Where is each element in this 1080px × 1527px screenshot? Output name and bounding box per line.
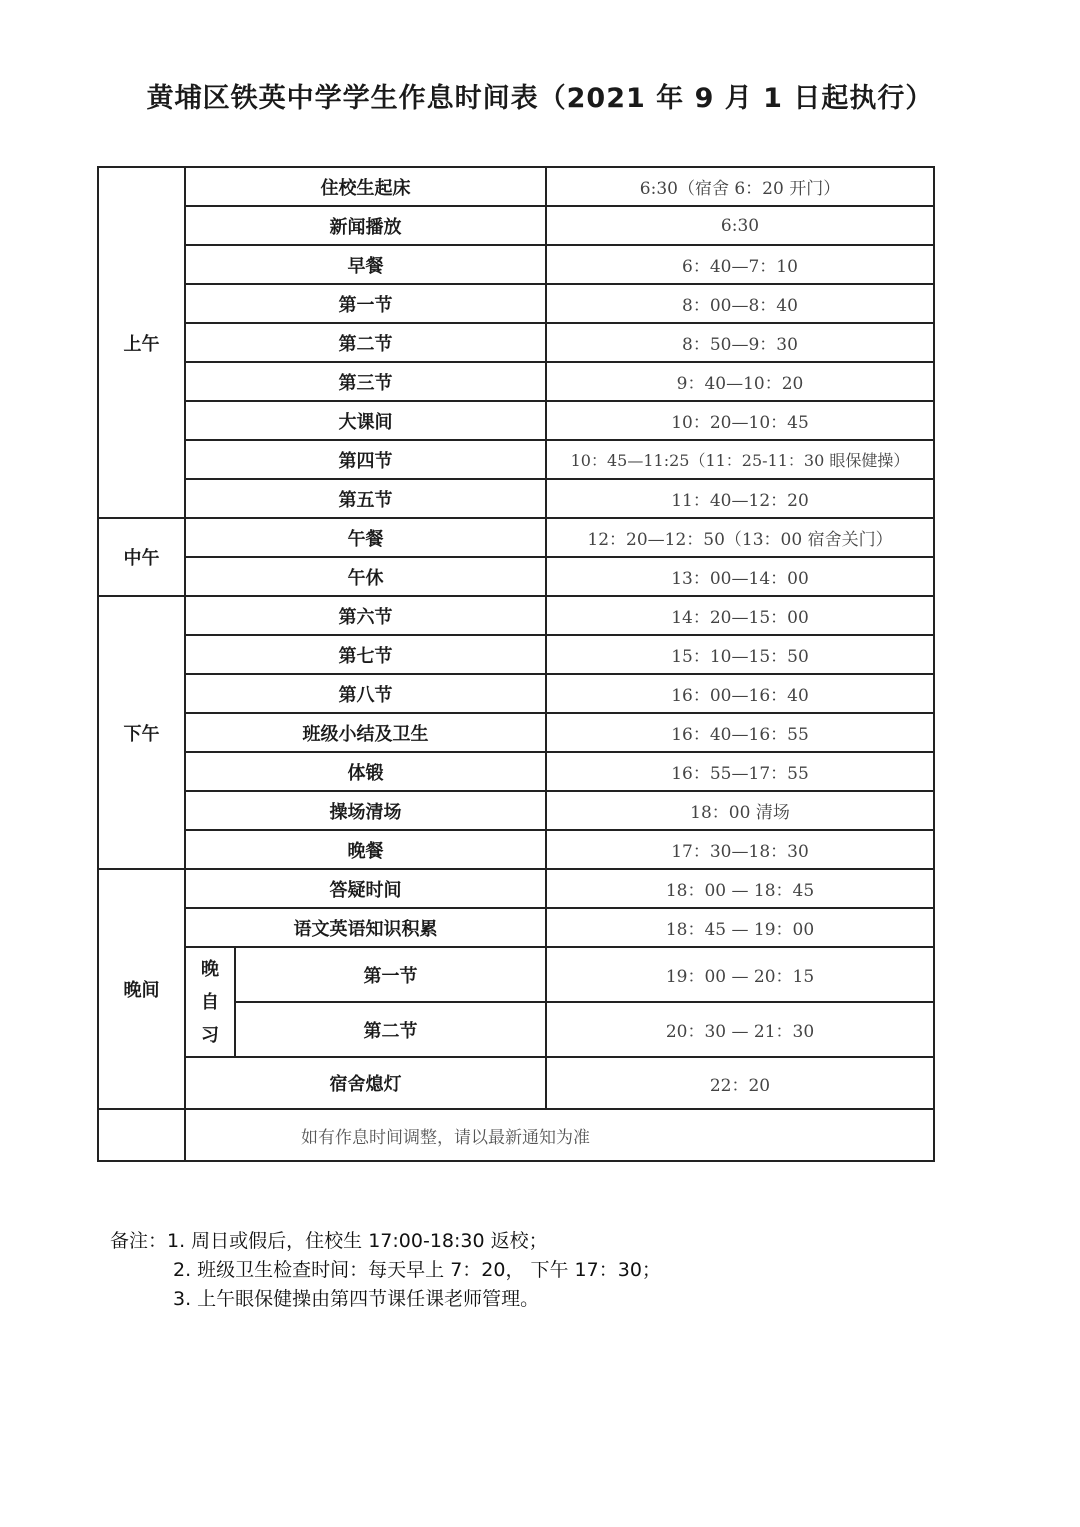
item-cell: 第一节 <box>185 284 546 323</box>
item-cell: 第二节 <box>235 1002 546 1057</box>
period-morning: 上午 <box>98 167 185 518</box>
period-evening: 晚间 <box>98 869 185 1109</box>
time-cell: 6:30 <box>546 206 934 245</box>
time-cell: 19：00 — 20：15 <box>546 947 934 1002</box>
item-cell: 第二节 <box>185 323 546 362</box>
table-row <box>98 791 934 830</box>
item-cell: 宿舍熄灯 <box>185 1057 546 1109</box>
table-row <box>98 596 934 635</box>
item-cell: 第四节 <box>185 440 546 479</box>
item-cell: 第六节 <box>185 596 546 635</box>
table-row <box>98 1057 934 1109</box>
table-row <box>98 752 934 791</box>
time-cell: 10：20—10：45 <box>546 401 934 440</box>
item-cell: 操场清场 <box>185 791 546 830</box>
table-row <box>98 362 934 401</box>
note-item: 1. 周日或假后，住校生 17:00-18:30 返校； <box>167 1230 548 1252</box>
note-line: 3. 上午眼保健操由第四节课任课老师管理。 <box>173 1288 540 1310</box>
table-row <box>98 830 934 869</box>
time-cell: 15：10—15：50 <box>546 635 934 674</box>
time-cell: 14：20—15：00 <box>546 596 934 635</box>
item-cell: 新闻播放 <box>185 206 546 245</box>
time-cell: 8：00—8：40 <box>546 284 934 323</box>
item-cell: 早餐 <box>185 245 546 284</box>
table-row <box>98 479 934 518</box>
item-cell: 第七节 <box>185 635 546 674</box>
time-cell: 12：20—12：50（13：00 宿舍关门） <box>546 518 934 557</box>
time-cell: 9：40—10：20 <box>546 362 934 401</box>
table-row <box>98 674 934 713</box>
schedule-table <box>97 166 935 1162</box>
note-line <box>110 1227 661 1256</box>
time-cell: 20：30 — 21：30 <box>546 1002 934 1057</box>
note-line: 2. 班级卫生检查时间：每天早上 7：20， 下午 17：30； <box>173 1259 661 1281</box>
empty-cell <box>98 1109 185 1161</box>
time-cell: 18：00 — 18：45 <box>546 869 934 908</box>
item-cell: 第三节 <box>185 362 546 401</box>
time-cell: 18：45 — 19：00 <box>546 908 934 947</box>
time-cell: 18：00 清场 <box>546 791 934 830</box>
item-cell: 答疑时间 <box>185 869 546 908</box>
table-row <box>98 167 934 206</box>
self-study-label <box>185 947 235 1057</box>
item-cell: 大课间 <box>185 401 546 440</box>
time-cell: 22：20 <box>546 1057 934 1109</box>
table-row <box>98 635 934 674</box>
item-cell: 住校生起床 <box>185 167 546 206</box>
table-row <box>98 401 934 440</box>
item-cell: 班级小结及卫生 <box>185 713 546 752</box>
period-afternoon: 下午 <box>98 596 185 869</box>
notice-text: 如有作息时间调整，请以最新通知为准 <box>185 1109 934 1161</box>
table-row <box>98 284 934 323</box>
table-row <box>98 947 934 1002</box>
time-cell: 16：40—16：55 <box>546 713 934 752</box>
table-row <box>98 713 934 752</box>
table-row <box>98 440 934 479</box>
item-cell: 午餐 <box>185 518 546 557</box>
self-study-text: 晚自习 <box>201 958 219 1046</box>
time-cell: 8：50—9：30 <box>546 323 934 362</box>
time-cell: 11：40—12：20 <box>546 479 934 518</box>
item-cell: 体锻 <box>185 752 546 791</box>
time-cell: 6：40—7：10 <box>546 245 934 284</box>
table-row <box>98 869 934 908</box>
item-cell: 第五节 <box>185 479 546 518</box>
table-row <box>98 518 934 557</box>
time-cell: 16：00—16：40 <box>546 674 934 713</box>
notes-label: 备注： <box>110 1230 168 1252</box>
table-row <box>98 206 934 245</box>
time-cell: 6:30（宿舍 6：20 开门） <box>546 167 934 206</box>
time-cell: 10：45—11:25（11：25-11：30 眼保健操） <box>546 440 934 479</box>
item-cell: 午休 <box>185 557 546 596</box>
item-cell: 晚餐 <box>185 830 546 869</box>
item-cell: 第八节 <box>185 674 546 713</box>
page-title: 黄埔区铁英中学学生作息时间表（2021 年 9 月 1 日起执行） <box>146 83 934 114</box>
time-cell: 17：30—18：30 <box>546 830 934 869</box>
item-cell: 语文英语知识积累 <box>185 908 546 947</box>
time-cell: 16：55—17：55 <box>546 752 934 791</box>
table-row <box>98 557 934 596</box>
table-row <box>98 245 934 284</box>
table-row <box>98 1109 934 1161</box>
period-noon: 中午 <box>98 518 185 596</box>
notes-section <box>110 1227 661 1314</box>
table-row <box>98 908 934 947</box>
item-cell: 第一节 <box>235 947 546 1002</box>
time-cell: 13：00—14：00 <box>546 557 934 596</box>
table-row <box>98 323 934 362</box>
